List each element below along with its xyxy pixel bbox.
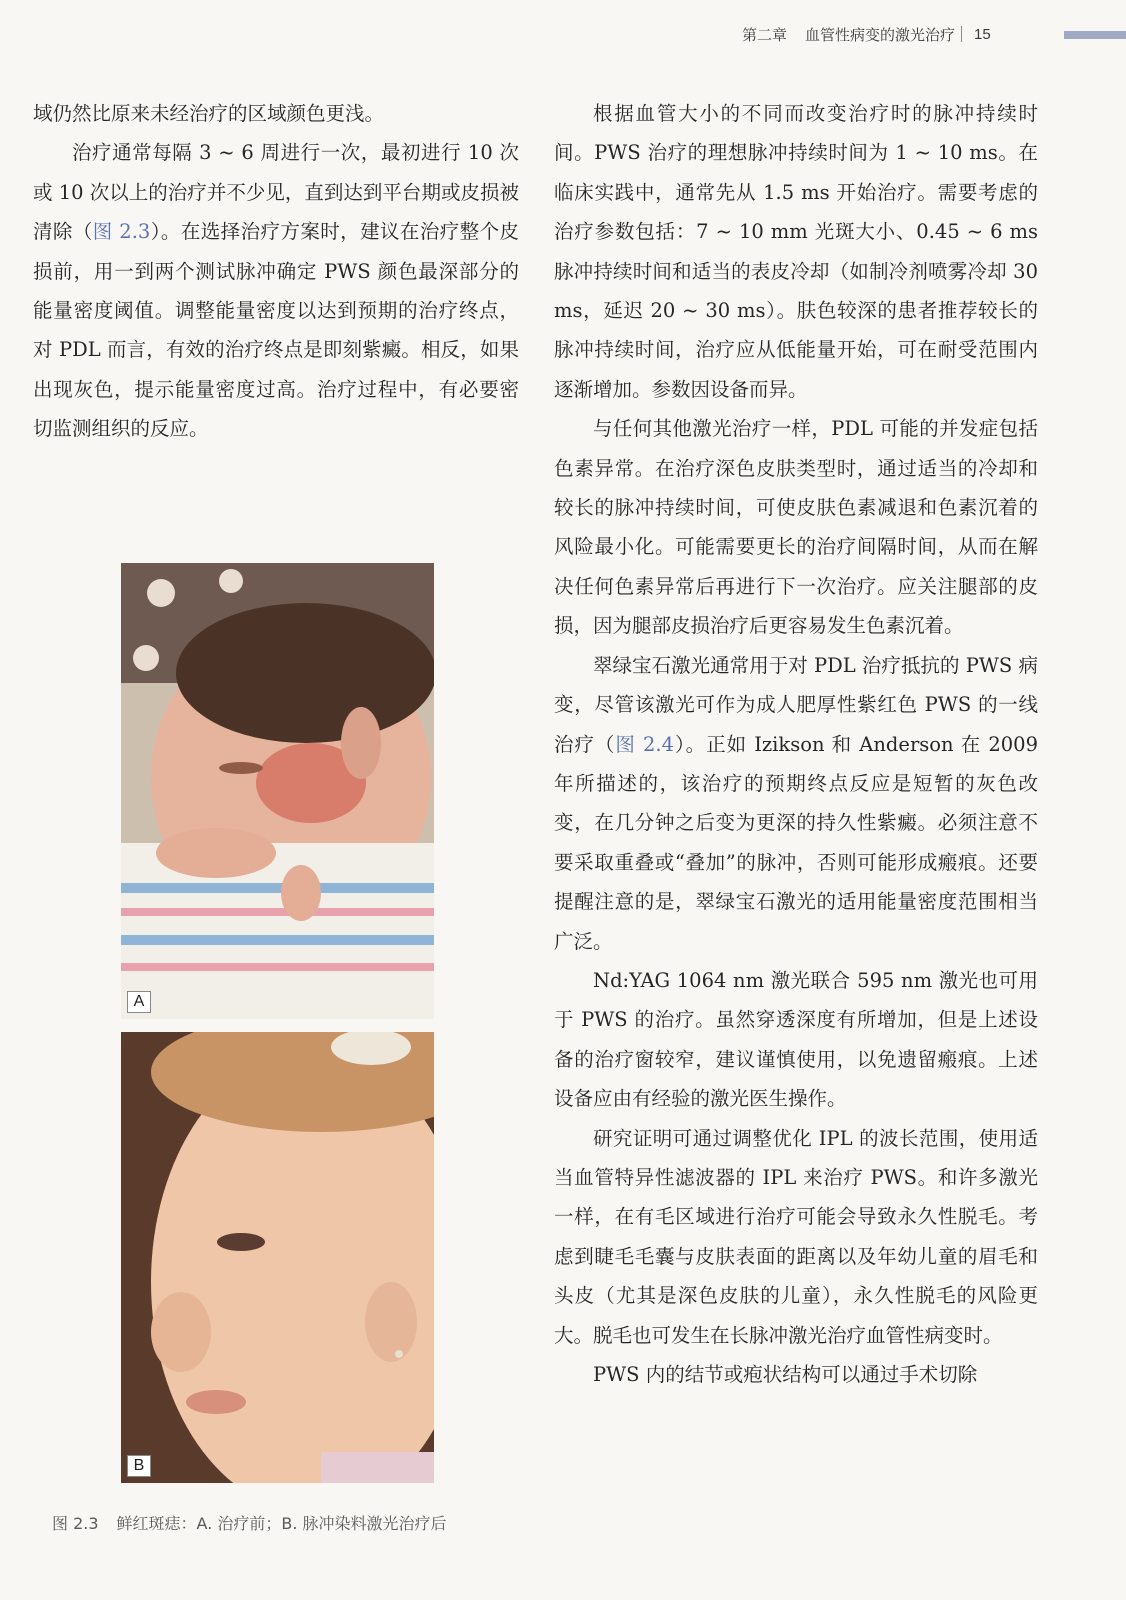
header-title: 血管性病变的激光治疗 bbox=[805, 25, 956, 44]
figure-caption-number: 图 2.3 bbox=[52, 1514, 99, 1533]
right-paragraph-4: Nd:YAG 1064 nm 激光联合 595 nm 激光也可用于 PWS 的治疗。虽然穿透深度有所增加，但是上述设备的治疗窗较窄，建议谨慎使用，以免遗留瘢痕。上述设备应由有经验的激光医生操作。 bbox=[554, 968, 1038, 1111]
figure-photo-b bbox=[121, 1032, 434, 1483]
photo-label-a: A bbox=[127, 991, 151, 1013]
right-paragraph-3-text-a: 翠绿宝石激光通常用于对 PDL 治疗抵抗的 PWS 病变，尽管该激光可作为成人肥厚性紫红色 PWS 的一线治疗（ bbox=[554, 653, 1038, 756]
figure-ref-2-4[interactable]: 图 2.4 bbox=[615, 732, 674, 756]
header-chapter: 第二章 bbox=[742, 25, 788, 44]
right-paragraph-5: 研究证明可通过调整优化 IPL 的波长范围，使用适当血管特异性滤波器的 IPL 来治疗 PWS。和许多激光一样，在有毛区域进行治疗可能会导致永久性脱毛。考虑到睫毛毛囊与皮肤表面的距离以及年幼儿童的眉毛和头皮（尤其是深色皮肤的儿童），永久性脱毛的风险更大。脱毛也可发生在长脉冲激光治疗血管性病变时。 bbox=[554, 1126, 1038, 1347]
figure-caption bbox=[52, 1512, 532, 1536]
infant-photo-image bbox=[121, 563, 434, 1019]
left-paragraph-2-text-a: 治疗通常每隔 3 ~ 6 周进行一次，最初进行 10 次或 10 次以上的治疗并不少见，直到达到平台期或皮损被清除（ bbox=[33, 141, 519, 244]
toddler-photo-image bbox=[121, 1032, 434, 1483]
figure-ref-2-3[interactable]: 图 2.3 bbox=[92, 220, 151, 244]
right-paragraph-2: 与任何其他激光治疗一样，PDL 可能的并发症包括色素异常。在治疗深色皮肤类型时，通过适当的冷却和较长的脉冲持续时间，可使皮肤色素减退和色素沉着的风险最小化。可能需要更长的治疗间隔时间，从而在解决任何色素异常后再进行下一次治疗。应关注腿部的皮损，因为腿部皮损治疗后更容易发生色素沉着。 bbox=[554, 417, 1038, 638]
right-paragraph-3 bbox=[554, 646, 1038, 961]
header-accent-bar bbox=[1064, 31, 1126, 39]
right-column bbox=[554, 94, 1038, 1394]
right-paragraph-6: PWS 内的结节或疱状结构可以通过手术切除 bbox=[593, 1363, 978, 1386]
left-column bbox=[33, 94, 519, 449]
header-divider bbox=[961, 26, 962, 42]
left-paragraph-1: 域仍然比原来未经治疗的区域颜色更浅。 bbox=[33, 102, 385, 125]
figure-caption-text: 鲜红斑痣：A. 治疗前；B. 脉冲染料激光治疗后 bbox=[116, 1514, 447, 1533]
running-header bbox=[742, 22, 991, 46]
right-paragraph-3-text-b: ）。正如 Izikson 和 Anderson 在 2009 年所描述的，该治疗的预期终点反应是短暂的灰色改变，在几分钟之后变为更深的持久性紫癜。必须注意不要采取重叠或“叠加”的脉冲，否则可能形成瘢痕。还要提醒注意的是，翠绿宝石激光的适用能量密度范围相当广泛。 bbox=[554, 732, 1038, 953]
page-number: 15 bbox=[974, 25, 991, 43]
right-paragraph-1: 根据血管大小的不同而改变治疗时的脉冲持续时间。PWS 治疗的理想脉冲持续时间为 1 ~ 10 ms。在临床实践中，通常先从 1.5 ms 开始治疗。需要考虑的治疗参数包括：7 ~ 10 mm 光斑大小、0.45 ~ 6 ms 脉冲持续时间和适当的表皮冷却（如制冷剂喷雾冷却 30 ms，延迟 20 ~ 30 ms）。肤色较深的患者推荐较长的脉冲持续时间，治疗应从低能量开始，可在耐受范围内逐渐增加。参数因设备而异。 bbox=[554, 102, 1038, 401]
left-paragraph-2-text-b: ）。在选择治疗方案时，建议在治疗整个皮损前，用一到两个测试脉冲确定 PWS 颜色最深部分的能量密度阈值。调整能量密度以达到预期的治疗终点，对 PDL 而言，有效的治疗终点是即刻紫癜。相反，如果出现灰色，提示能量密度过高。治疗过程中，有必要密切监测组织的反应。 bbox=[33, 220, 519, 441]
figure-photo-a bbox=[121, 563, 434, 1019]
photo-label-b: B bbox=[127, 1455, 151, 1477]
left-paragraph-2 bbox=[33, 133, 519, 448]
